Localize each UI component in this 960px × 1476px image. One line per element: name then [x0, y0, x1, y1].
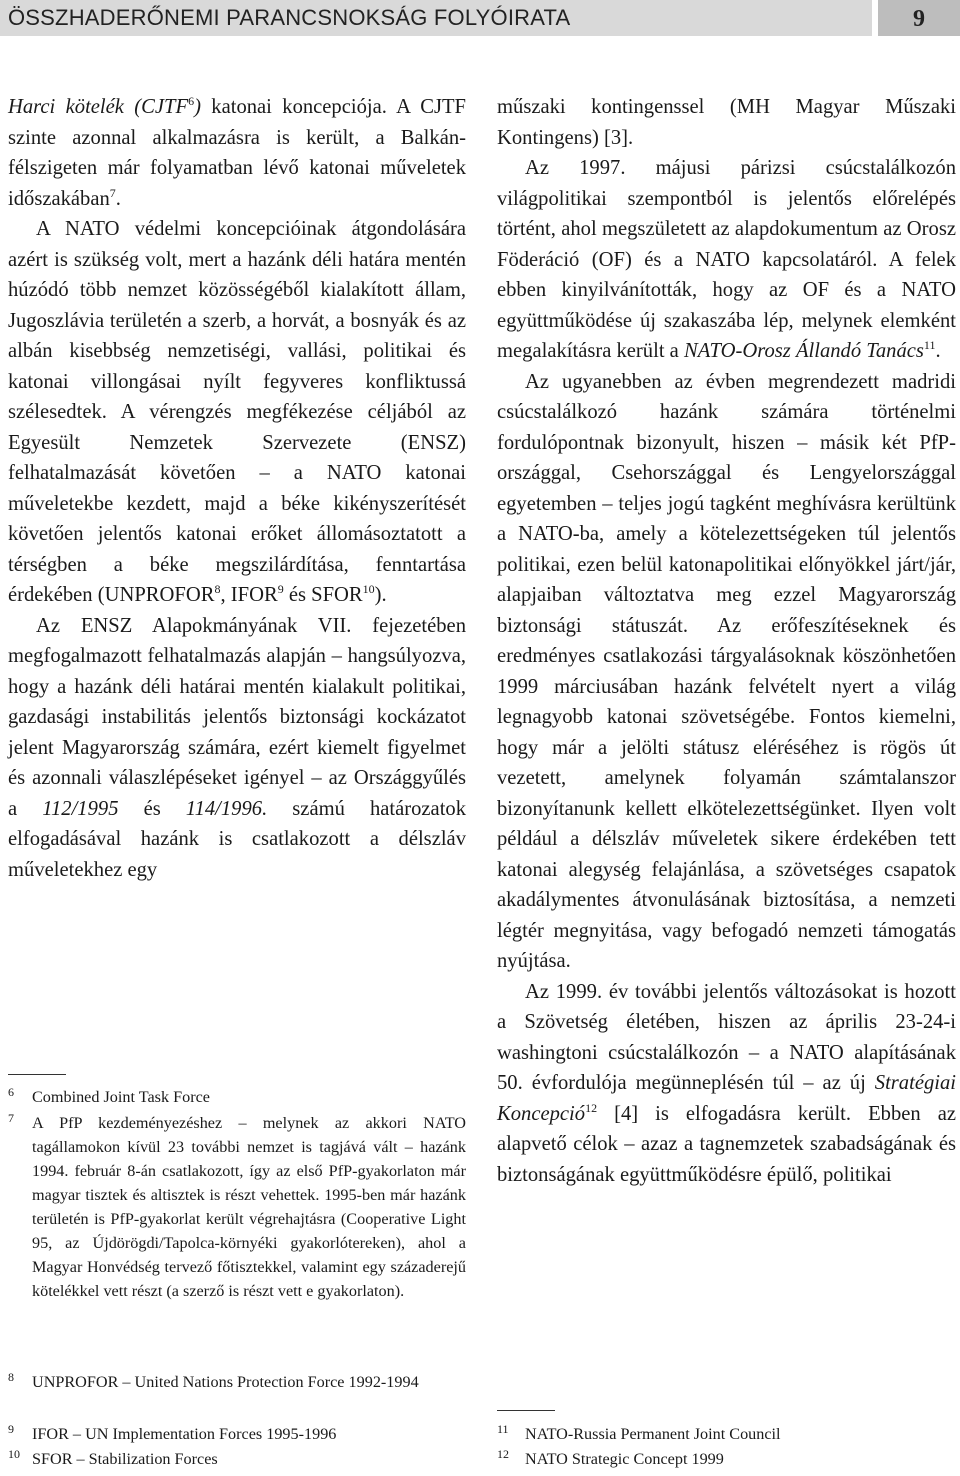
footnote-number: 11	[497, 1422, 509, 1436]
footnote-text: NATO-Russia Permanent Joint Council	[525, 1425, 781, 1443]
header-bar	[0, 0, 872, 36]
text: [4] is elfogadásra került. Ebben az alapvető célok – azaz a tagnemzetek szabadságának és biztonságának együttműködésre épülő, politikai	[497, 1102, 956, 1186]
footnote-number: 7	[8, 1111, 14, 1125]
italic-term: 114/1996.	[185, 797, 268, 820]
text: és SFOR	[283, 584, 363, 606]
paragraph: Az ugyanebben az évben megrendezett madridi csúcstalálkozó hazánk számára történelmi fordulópontnak bizonyult, hiszen – másik két PfP-országgal, Csehországgal és Lengyelországgal egyetemben – teljes jogú tagként meghívásra kerültünk a NATO-ba, amely a kötelezettségeken túl jelentős politikai, ezen belül katonapolitikai előnyökkel járt/jár, alapjaiban változtatva meg ezzel Magyarország biztonsági státuszát. Az erőfeszítéseknek és eredményes csatlakozási tárgyalásoknak köszönhetően 1999 márciusában hazánk felvételt nyert a világ legnagyobb katonai szövetségébe. Fontos kiemelni, hogy már a jelölti státusz eléréséhez is rögös út vezetett, amelynek folyamán számtalanszor bizonyítanunk kellett elkötelezettségünket. Ilyen volt például a délszláv műveletek sikere érdekében tett katonai alegység felajánlása, a szövetséges csapatok akadálymentes átvonulásának biztosítása, a nemzeti légtér megnyitása, vagy befogadó nemzeti támogatás nyújtása.	[497, 370, 956, 972]
text: ).	[374, 584, 387, 606]
footnote-number: 8	[8, 1370, 14, 1384]
footnote-ref: 12	[585, 1100, 598, 1115]
italic-term: Harci kötelék (CJTF	[8, 96, 189, 118]
text: és	[118, 797, 186, 820]
left-column	[8, 92, 466, 885]
text: Az ENSZ Alapokmányának VII. fejezetében megfogalmazott felhatalmazás alapján – hangsúlyozva, hogy a hazánk déli határai mentén kialakult politikai, gazdasági instabilitás jelentős biztonsági kockázatot jelent Magyarország számára, ezért kiemelt figyelmet és azonnali válaszlépéseket igényel – az Országgyűlés a	[8, 614, 466, 820]
footnote-ref: 10	[362, 582, 375, 597]
footnote-number: 12	[497, 1447, 509, 1461]
footnote-text: UNPROFOR – United Nations Protection Force 1992-1994	[32, 1373, 419, 1391]
paragraph: műszaki kontingenssel (MH Magyar Műszaki Kontingens) [3].	[497, 96, 956, 149]
text: katonai koncepciója. A CJTF szinte azonnal alkalmazásra is került, a Balkán-félszigeten már folyamatban lévő katonai műveletek időszakában	[8, 96, 466, 210]
footnote-text: IFOR – UN Implementation Forces 1995-1996	[32, 1425, 337, 1443]
text: Az 1997. májusi párizsi csúcstalálkozón világpolitikai szempontból is jelentős előrelépés történt, ahol megszületett az alapdokumentum az Orosz Föderáció (OF) és a NATO kapcsolatáról. A felek ebben kinyilvánították, hogy az OF és a NATO együttműködése új szakaszába lép, melynek elemként megalakításra került a	[497, 157, 956, 362]
page-header	[0, 0, 960, 36]
footnote-number: 6	[8, 1085, 14, 1099]
footnote-ref: 9	[277, 582, 284, 597]
paragraph	[8, 214, 466, 611]
footnote-number: 9	[8, 1422, 14, 1436]
text: , IFOR	[220, 584, 278, 606]
footnote-number: 10	[8, 1447, 20, 1461]
paragraph	[8, 92, 466, 214]
footnote-separator	[497, 1410, 555, 1411]
footnote-ref: 6	[188, 94, 195, 109]
paragraph	[497, 153, 956, 367]
footnote-ref: 7	[109, 185, 116, 200]
footnote-text: A PfP kezdeményezéshez – melynek az akkori NATO tagállamokon kívül 23 további nemzet is tagjává vált – hazánk 1994. február 8-án csatlakozott, így az első PfP-gyakorlaton már magyar tisztek és altisztek is részt vehettek. 1995-ben már hazánk területén is PfP-gyakorlat került végrehajtásra (Cooperative Light 95, az Újdörögdi/Tapolca-környéki gyakorlótereken), ahol a Magyar Honvédség tervező főtisztekkel, valamint egy századerejű kötelékkel vett részt (a szerző is részt vett e gyakorlaton).	[32, 1114, 466, 1300]
text: Az 1999. év további jelentős változásokat is hozott a Szövetség életében, hiszen az április 23-24-i washingtoni csúcstalálkozón – a NATO alapításának 50. évfordulója megünneplésén túl – az új	[497, 980, 956, 1094]
text: .	[935, 340, 941, 362]
right-column	[497, 92, 956, 1190]
italic-term: )	[194, 96, 201, 118]
italic-term: NATO-Orosz Állandó Tanács	[683, 340, 924, 362]
text: .	[115, 187, 121, 210]
footnote-text: NATO Strategic Concept 1999	[525, 1450, 724, 1468]
paragraph	[497, 977, 956, 1191]
footnote-text: SFOR – Stabilization Forces	[32, 1450, 218, 1468]
italic-term: 112/1995	[42, 797, 119, 820]
footnote-ref: 8	[214, 582, 221, 597]
footnote-ref: 11	[923, 338, 936, 353]
italic-term: Stratégiai Koncepció	[497, 1072, 956, 1125]
text: számú határozatok elfogadásával hazánk is csatlakozott a délszláv műveletekhez egy	[8, 797, 467, 881]
footnote-separator	[8, 1074, 66, 1075]
footnote-text: Combined Joint Task Force	[32, 1088, 210, 1106]
journal-title: ÖSSZHADERŐNEMI PARANCSNOKSÁG FOLYÓIRATA	[8, 5, 571, 30]
page-number: 9	[878, 0, 960, 36]
text: A NATO védelmi koncepcióinak átgondolására azért is szükség volt, mert a hazánk déli határa mentén húzódó több nemzet közösségéből kialakított állam, Jugoszlávia területén a szerb, a horvát, a bosnyák és az albán kisebbség nemzetiségi, vallási, politikai és katonai villongásai nyílt fegyveres konfliktussá szélesedtek. A vérengzés megfékezése céljából az Egyesült Nemzetek Szervezete (ENSZ) felhatalmazását követően – a NATO katonai műveletekbe kezdett, majd a béke kikényszerítését követően jelentős katonai erőket állomásoztatott a térségben a béke megszilárdítása, fenntartása érdekében (UNPROFOR	[8, 218, 466, 606]
paragraph	[8, 611, 466, 886]
